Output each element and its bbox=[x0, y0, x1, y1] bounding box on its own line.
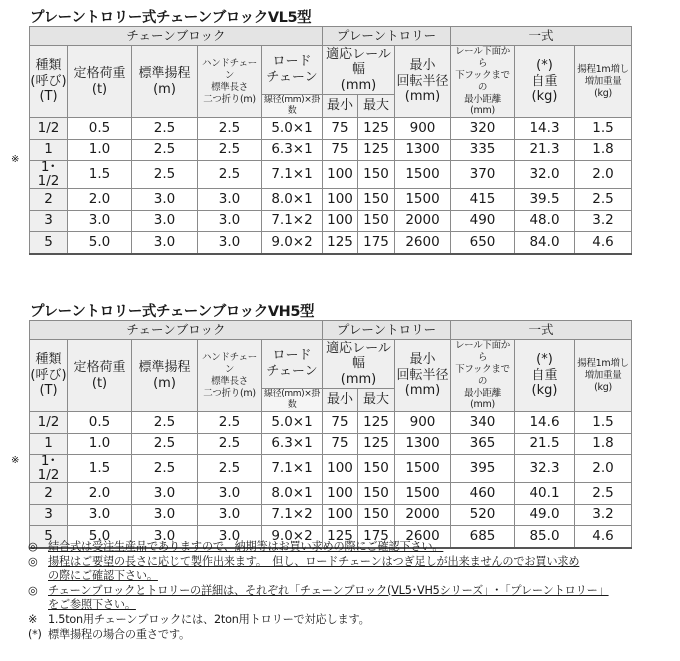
table-cell: 900 bbox=[395, 412, 451, 434]
table-cell: 335 bbox=[451, 139, 515, 161]
table-cell: 2000 bbox=[395, 210, 451, 232]
table-cell: 150 bbox=[358, 504, 395, 526]
table-title-vl5: プレーントロリー式チェーンブロックVL5型 bbox=[30, 10, 312, 26]
table-cell: 1500 bbox=[395, 455, 451, 483]
table-cell: 1300 bbox=[395, 139, 451, 161]
table-cell: 1･1/2 bbox=[30, 455, 68, 483]
spec-table-vl5 bbox=[29, 26, 632, 255]
table-cell: 2600 bbox=[395, 526, 451, 548]
col-subheader-rail-min: 最小 bbox=[323, 95, 358, 118]
table-cell: 175 bbox=[358, 232, 395, 254]
table-cell: 7.1×2 bbox=[262, 210, 323, 232]
table-cell: 2.0 bbox=[575, 455, 632, 483]
table-cell: 75 bbox=[323, 139, 358, 161]
table-cell: 395 bbox=[451, 455, 515, 483]
table-cell: 3.0 bbox=[198, 526, 262, 548]
table-cell: 2 bbox=[30, 189, 68, 211]
table-cell: 1.5 bbox=[68, 161, 132, 189]
table-title-vh5: プレーントロリー式チェーンブロックVH5型 bbox=[30, 304, 315, 320]
table-cell: 49.0 bbox=[515, 504, 575, 526]
table-cell: 1 bbox=[30, 433, 68, 455]
col-header-min-distance: レール下面から 下フックまでの 最小距離 (mm) bbox=[451, 46, 515, 118]
table-cell: 520 bbox=[451, 504, 515, 526]
table-row bbox=[30, 189, 632, 211]
table-cell: 7.1×1 bbox=[262, 455, 323, 483]
note-1: ◎ 結合式は受注生産品でありますので、納期等はお買い求めの際にご確認下さい。 bbox=[28, 540, 444, 553]
row-mark-vl5: ※ bbox=[11, 154, 20, 165]
col-subheader-wire-diameter: 線径(mm)×掛数 bbox=[262, 389, 323, 412]
table-cell: 8.0×1 bbox=[262, 189, 323, 211]
col-header-min-radius: 最小 回転半径 (mm) bbox=[395, 340, 451, 412]
table-cell: 370 bbox=[451, 161, 515, 189]
note-3-cont: をご参照下さい。 bbox=[48, 598, 136, 612]
col-header-min-distance: レール下面から 下フックまでの 最小距離 (mm) bbox=[451, 340, 515, 412]
col-subheader-rail-max: 最大 bbox=[358, 389, 395, 412]
table-cell: 900 bbox=[395, 118, 451, 140]
table-cell: 9.0×2 bbox=[262, 526, 323, 548]
table-cell: 5.0 bbox=[68, 526, 132, 548]
table-cell: 5.0×1 bbox=[262, 118, 323, 140]
table-cell: 340 bbox=[451, 412, 515, 434]
table-cell: 2.5 bbox=[132, 455, 198, 483]
col-header-rated-load: 定格荷重 (t) bbox=[68, 46, 132, 118]
group-header-trolley: プレーントロリー bbox=[323, 321, 451, 340]
table-cell: 125 bbox=[358, 118, 395, 140]
note-5: (*) 標準揚程の場合の重さです。 bbox=[28, 627, 190, 641]
col-header-min-radius: 最小 回転半径 (mm) bbox=[395, 46, 451, 118]
table-cell: 3.0 bbox=[132, 504, 198, 526]
table-cell: 2600 bbox=[395, 232, 451, 254]
table-cell: 150 bbox=[358, 210, 395, 232]
table-cell: 3.0 bbox=[198, 483, 262, 505]
table-cell: 5.0×1 bbox=[262, 412, 323, 434]
col-subheader-wire-diameter: 線径(mm)×掛数 bbox=[262, 95, 323, 118]
spec-table-vh5 bbox=[29, 320, 632, 549]
col-header-load-chain: ロード チェーン bbox=[262, 46, 323, 95]
table-cell: 2.5 bbox=[198, 433, 262, 455]
group-header-chain-block: チェーンブロック bbox=[30, 27, 323, 46]
table-cell: 460 bbox=[451, 483, 515, 505]
table-cell: 3.2 bbox=[575, 210, 632, 232]
table-row bbox=[30, 504, 632, 526]
table-cell: 2.0 bbox=[68, 483, 132, 505]
table-row bbox=[30, 412, 632, 434]
table-cell: 1500 bbox=[395, 483, 451, 505]
col-header-self-weight: (*) 自重 (kg) bbox=[515, 46, 575, 118]
table-cell: 2000 bbox=[395, 504, 451, 526]
table-cell: 5 bbox=[30, 232, 68, 254]
table-cell: 4.6 bbox=[575, 526, 632, 548]
table-cell: 3 bbox=[30, 210, 68, 232]
table-cell: 2.0 bbox=[575, 161, 632, 189]
table-cell: 6.3×1 bbox=[262, 433, 323, 455]
table-cell: 39.5 bbox=[515, 189, 575, 211]
col-header-standard-lift: 標準揚程 (m) bbox=[132, 46, 198, 118]
table-cell: 125 bbox=[358, 433, 395, 455]
table-cell: 150 bbox=[358, 161, 395, 189]
table-cell: 3.2 bbox=[575, 504, 632, 526]
table-cell: 2.5 bbox=[198, 161, 262, 189]
col-header-self-weight: (*) 自重 (kg) bbox=[515, 340, 575, 412]
table-cell: 85.0 bbox=[515, 526, 575, 548]
table-cell: 4.6 bbox=[575, 232, 632, 254]
table-cell: 1/2 bbox=[30, 412, 68, 434]
table-cell: 75 bbox=[323, 118, 358, 140]
table-cell: 21.3 bbox=[515, 139, 575, 161]
table-cell: 3.0 bbox=[198, 232, 262, 254]
col-header-rail-width: 適応レール幅 (mm) bbox=[323, 46, 395, 95]
table-cell: 1500 bbox=[395, 161, 451, 189]
table-cell: 3 bbox=[30, 504, 68, 526]
table-row bbox=[30, 232, 632, 254]
table-cell: 84.0 bbox=[515, 232, 575, 254]
table-row bbox=[30, 139, 632, 161]
col-header-extra-weight: 揚程1m増し 増加重量 (kg) bbox=[575, 340, 632, 412]
table-cell: 1.5 bbox=[575, 412, 632, 434]
table-cell: 2.0 bbox=[68, 189, 132, 211]
notes bbox=[28, 540, 609, 642]
table-row bbox=[30, 483, 632, 505]
note-2-cont: の際にご確認下さい。 bbox=[48, 569, 158, 583]
table-cell: 100 bbox=[323, 189, 358, 211]
table-cell: 2.5 bbox=[575, 189, 632, 211]
table-cell: 8.0×1 bbox=[262, 483, 323, 505]
table-cell: 2.5 bbox=[198, 139, 262, 161]
col-header-load-chain: ロード チェーン bbox=[262, 340, 323, 389]
table-cell: 415 bbox=[451, 189, 515, 211]
table-cell: 1.0 bbox=[68, 433, 132, 455]
table-cell: 2.5 bbox=[132, 118, 198, 140]
table-cell: 14.3 bbox=[515, 118, 575, 140]
table-row bbox=[30, 455, 632, 483]
table-cell: 100 bbox=[323, 504, 358, 526]
table-cell: 1300 bbox=[395, 433, 451, 455]
table-cell: 7.1×2 bbox=[262, 504, 323, 526]
table-cell: 365 bbox=[451, 433, 515, 455]
table-cell: 3.0 bbox=[132, 483, 198, 505]
table-cell: 3.0 bbox=[198, 504, 262, 526]
table-cell: 100 bbox=[323, 210, 358, 232]
table-cell: 150 bbox=[358, 483, 395, 505]
table-cell: 6.3×1 bbox=[262, 139, 323, 161]
table-cell: 1/2 bbox=[30, 118, 68, 140]
table-row bbox=[30, 433, 632, 455]
table-cell: 2.5 bbox=[198, 455, 262, 483]
col-subheader-rail-min: 最小 bbox=[323, 389, 358, 412]
table-cell: 0.5 bbox=[68, 118, 132, 140]
note-2: ◎ 揚程はご要望の長さに応じて製作出来ます。 但し、ロードチェーンはつぎ足しが出来ませんのでお買い求め bbox=[28, 554, 580, 568]
col-header-rated-load: 定格荷重 (t) bbox=[68, 340, 132, 412]
table-cell: 3.0 bbox=[68, 504, 132, 526]
table-cell: 3.0 bbox=[132, 189, 198, 211]
group-header-total: 一式 bbox=[451, 321, 632, 340]
table-cell: 21.5 bbox=[515, 433, 575, 455]
table-cell: 1.8 bbox=[575, 139, 632, 161]
table-row bbox=[30, 210, 632, 232]
table-cell: 3.0 bbox=[132, 526, 198, 548]
col-header-extra-weight: 揚程1m増し 増加重量 (kg) bbox=[575, 46, 632, 118]
group-header-total: 一式 bbox=[451, 27, 632, 46]
table-cell: 2.5 bbox=[198, 118, 262, 140]
table-cell: 1.5 bbox=[68, 455, 132, 483]
table-cell: 2.5 bbox=[132, 161, 198, 189]
note-3: ◎ チェーンブロックとトロリーの詳細は、それぞれ「チェーンブロック(VL5･VH5シリーズ」･「プレーントロリー」 bbox=[28, 583, 609, 597]
table-cell: 32.3 bbox=[515, 455, 575, 483]
table-cell: 100 bbox=[323, 455, 358, 483]
table-cell: 3.0 bbox=[132, 232, 198, 254]
col-subheader-rail-max: 最大 bbox=[358, 95, 395, 118]
table-cell: 2.5 bbox=[575, 483, 632, 505]
table-row bbox=[30, 118, 632, 140]
table-cell: 3.0 bbox=[68, 210, 132, 232]
table-cell: 490 bbox=[451, 210, 515, 232]
table-cell: 1 bbox=[30, 139, 68, 161]
table-cell: 685 bbox=[451, 526, 515, 548]
col-header-type: 種類 (呼び) (T) bbox=[30, 340, 68, 412]
table-cell: 125 bbox=[323, 232, 358, 254]
table-cell: 125 bbox=[358, 139, 395, 161]
table-cell: 2.5 bbox=[132, 139, 198, 161]
table-cell: 2 bbox=[30, 483, 68, 505]
table-cell: 125 bbox=[358, 412, 395, 434]
note-4: ※ 1.5ton用チェーンブロックには、2ton用トロリーで対応します。 bbox=[28, 612, 370, 626]
table-cell: 7.1×1 bbox=[262, 161, 323, 189]
table-cell: 2.5 bbox=[198, 412, 262, 434]
table-cell: 1500 bbox=[395, 189, 451, 211]
table-cell: 2.5 bbox=[132, 433, 198, 455]
table-cell: 1.0 bbox=[68, 139, 132, 161]
table-cell: 2.5 bbox=[132, 412, 198, 434]
table-cell: 14.6 bbox=[515, 412, 575, 434]
table-cell: 320 bbox=[451, 118, 515, 140]
row-mark-vh5: ※ bbox=[11, 455, 20, 466]
col-header-hand-chain: ハンドチェーン 標準長さ 二つ折り(m) bbox=[198, 340, 262, 412]
table-cell: 5 bbox=[30, 526, 68, 548]
table-cell: 75 bbox=[323, 412, 358, 434]
table-cell: 150 bbox=[358, 189, 395, 211]
table-cell: 650 bbox=[451, 232, 515, 254]
col-header-standard-lift: 標準揚程 (m) bbox=[132, 340, 198, 412]
table-cell: 1･1/2 bbox=[30, 161, 68, 189]
group-header-trolley: プレーントロリー bbox=[323, 27, 451, 46]
table-cell: 0.5 bbox=[68, 412, 132, 434]
table-cell: 75 bbox=[323, 433, 358, 455]
table-cell: 100 bbox=[323, 483, 358, 505]
table-cell: 125 bbox=[323, 526, 358, 548]
table-cell: 175 bbox=[358, 526, 395, 548]
col-header-rail-width: 適応レール幅 (mm) bbox=[323, 340, 395, 389]
table-cell: 40.1 bbox=[515, 483, 575, 505]
table-cell: 32.0 bbox=[515, 161, 575, 189]
table-cell: 9.0×2 bbox=[262, 232, 323, 254]
table-row bbox=[30, 161, 632, 189]
table-cell: 3.0 bbox=[132, 210, 198, 232]
table-cell: 1.5 bbox=[575, 118, 632, 140]
table-cell: 48.0 bbox=[515, 210, 575, 232]
col-header-type: 種類 (呼び) (T) bbox=[30, 46, 68, 118]
group-header-chain-block: チェーンブロック bbox=[30, 321, 323, 340]
col-header-hand-chain: ハンドチェーン 標準長さ 二つ折り(m) bbox=[198, 46, 262, 118]
table-cell: 5.0 bbox=[68, 232, 132, 254]
table-cell: 100 bbox=[323, 161, 358, 189]
table-cell: 3.0 bbox=[198, 210, 262, 232]
table-cell: 150 bbox=[358, 455, 395, 483]
table-cell: 1.8 bbox=[575, 433, 632, 455]
table-cell: 3.0 bbox=[198, 189, 262, 211]
